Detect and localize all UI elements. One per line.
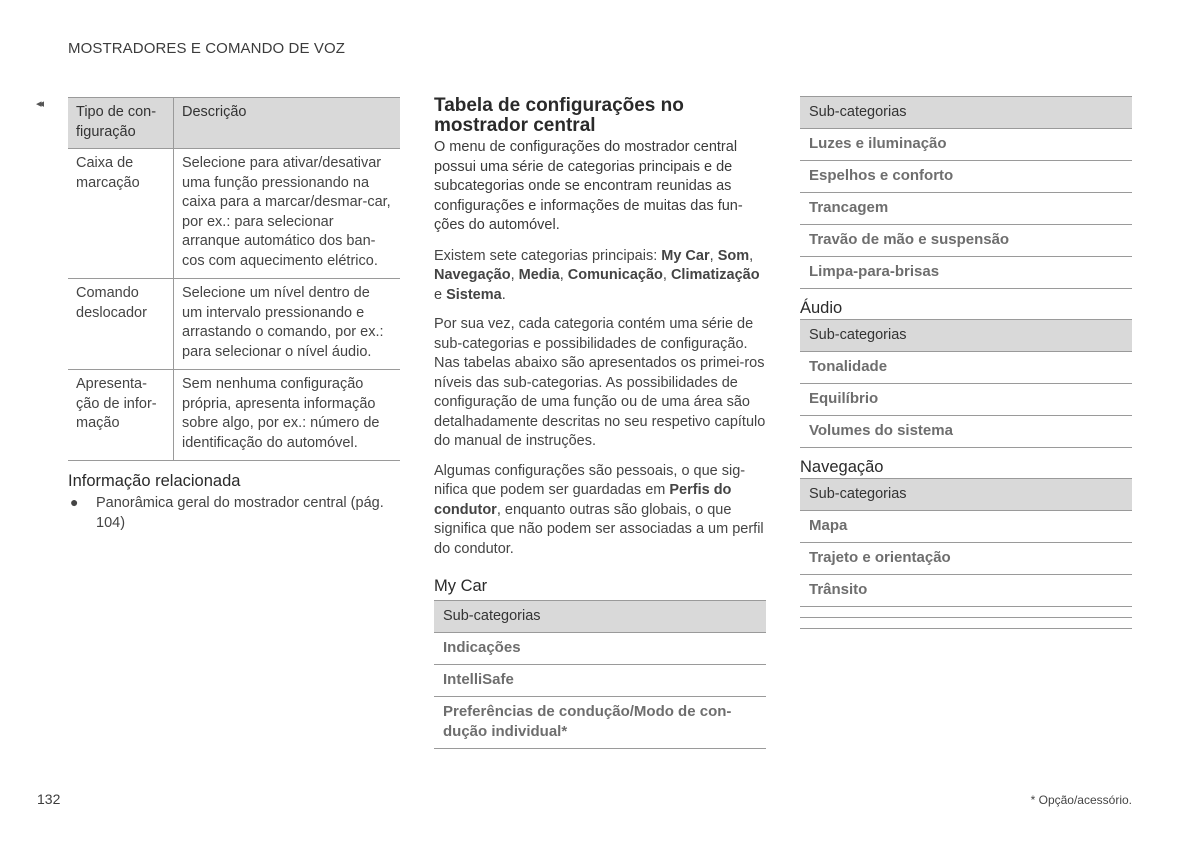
table-row — [68, 149, 400, 279]
list-item: Luzes e iluminação — [800, 129, 1132, 161]
bullet-icon: ● — [70, 494, 79, 510]
subcategories-paragraph: Por sua vez, cada categoria contém uma série de sub-categorias e possibilidades de configuração. Nas tabelas abaixo são apresentados os primei-ros níveis das sub-categorias. As possibilidades de configuração de uma função ou de uma área são detalhadamente descritas no seu respetivo capítulo do manual de instruções. — [434, 316, 766, 449]
driver-profiles-term: Perfis do condutor — [434, 482, 732, 518]
navigation-subcategory-list — [800, 478, 1132, 629]
cell-description: Selecione um nível dentro de um intervalo pressionando e arrastando o comando, por ex.: para selecionar o nível áudio. — [174, 279, 401, 370]
mycar-subcategory-list-continued — [800, 96, 1132, 289]
intro-paragraph: O menu de configurações do mostrador central possui uma série de categorias principais e de subcategorias onde se encontram reunidas as configurações e informações de muitas das fun-ções do automóvel. — [434, 139, 743, 233]
category-climatizacao: Climatização — [670, 267, 760, 283]
subcategory-header: Sub-categorias — [434, 600, 766, 633]
cell-type: Caixa de marcação — [68, 149, 174, 279]
empty-row — [800, 618, 1132, 629]
category-my-car: My Car — [661, 247, 710, 264]
category-media: Media — [518, 267, 560, 283]
profiles-paragraph: Algumas configurações são pessoais, o que sig-nifica que podem ser guardadas em Perfis do condutor, enquanto outras são globais, o que significa que não podem ser associadas a um perfil do condutor. — [434, 462, 764, 557]
list-item: Volumes do sistema — [800, 416, 1132, 448]
mycar-subcategory-list — [434, 600, 766, 749]
section-heading: Tabela de configurações no mostrador central — [434, 95, 684, 136]
list-item: Mapa — [800, 511, 1132, 543]
cell-description: Selecione para ativar/desativar uma função pressionando na caixa para a marcar/desmar-car, por ex.: para selecionar arranque automático dos ban-cos com aquecimento elétrico. — [174, 149, 401, 279]
mycar-title: My Car — [434, 577, 488, 595]
column-header-type: Tipo de con-figuração — [68, 98, 174, 149]
categories-paragraph: Existem sete categorias principais: My Car, Som, Navegação, Media, Comunicação, Climatização e Sistema. — [434, 247, 760, 303]
category-som: Som — [717, 247, 750, 264]
section-header: MOSTRADORES E COMANDO DE VOZ — [68, 40, 345, 57]
audio-title: Áudio — [800, 299, 843, 317]
table-row — [68, 279, 400, 370]
footnote: * Opção/acessório. — [1030, 793, 1132, 807]
list-item: Espelhos e conforto — [800, 161, 1132, 193]
category-comunicacao: Comunicação — [567, 267, 663, 283]
audio-subcategory-list — [800, 319, 1132, 448]
category-sistema: Sistema — [446, 286, 502, 303]
list-item: Equilíbrio — [800, 384, 1132, 416]
empty-row — [800, 607, 1132, 618]
list-item: Trânsito — [800, 575, 1132, 607]
middle-column — [434, 96, 766, 749]
column-header-description: Descrição — [174, 98, 401, 149]
list-item: IntelliSafe — [434, 665, 766, 697]
page-number: 132 — [37, 791, 61, 807]
previous-page-icon[interactable]: ◂◂ — [36, 98, 42, 110]
left-column — [68, 97, 400, 533]
right-column — [800, 96, 1132, 629]
list-item: Limpa-para-brisas — [800, 257, 1132, 289]
subcategory-header: Sub-categorias — [800, 319, 1132, 352]
subcategory-header: Sub-categorias — [800, 478, 1132, 511]
list-item: Preferências de condução/Modo de con-dução individual* — [434, 697, 766, 749]
table-header-row — [68, 98, 400, 149]
related-info-title: Informação relacionada — [68, 472, 241, 490]
cell-type: Comando deslocador — [68, 279, 174, 370]
list-item: Travão de mão e suspensão — [800, 225, 1132, 257]
related-link-text[interactable]: Panorâmica geral do mostrador central (pág. 104) — [96, 495, 384, 531]
related-link[interactable] — [68, 494, 400, 533]
list-item: Tonalidade — [800, 352, 1132, 384]
subcategory-header: Sub-categorias — [800, 96, 1132, 129]
table-row — [68, 370, 400, 461]
list-item: Trancagem — [800, 193, 1132, 225]
settings-type-table — [68, 97, 400, 461]
cell-description: Sem nenhuma configuração própria, apresenta informação sobre algo, por ex.: número de identificação do automóvel. — [174, 370, 401, 461]
cell-type: Apresenta-ção de infor-mação — [68, 370, 174, 461]
list-item: Trajeto e orientação — [800, 543, 1132, 575]
navigation-title: Navegação — [800, 458, 884, 476]
category-navegacao: Navegação — [434, 267, 511, 283]
list-item: Indicações — [434, 633, 766, 665]
